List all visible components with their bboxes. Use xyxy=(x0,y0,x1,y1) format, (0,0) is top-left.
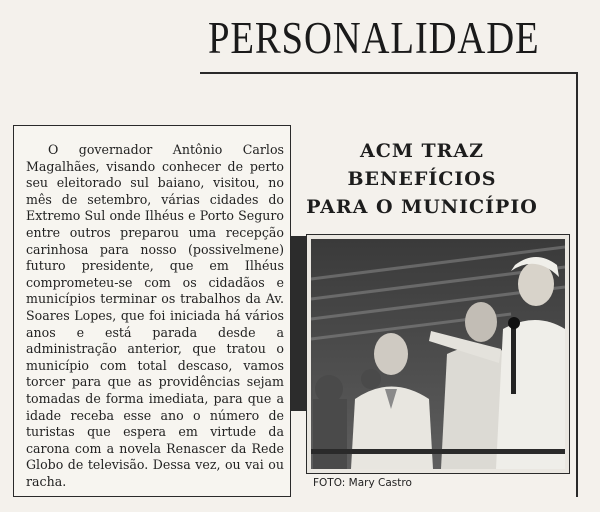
news-photo-frame xyxy=(306,234,570,474)
article-text-box xyxy=(13,125,291,497)
section-title: PERSONALIDADE xyxy=(208,13,540,63)
news-photo xyxy=(311,239,565,469)
header-rule xyxy=(200,72,578,74)
headline-line-2: BENEFÍCIOS xyxy=(347,168,497,190)
headline xyxy=(298,137,546,221)
photo-credit: FOTO: Mary Castro xyxy=(313,477,412,489)
right-border-rule xyxy=(576,72,578,497)
article-body: O governador Antônio Carlos Magalhães, visando conhecer de perto seu eleitorado sul baiano, visitou, no mês de setembro, várias cidades do Extremo Sul onde Ilhéus e Porto Seguro entre outros preparou uma recepção carinhosa para nosso (possivelmene) futuro presidente, que em Ilhéus comprometeu-se com os cidadãos e municípios terminar os trabalhos da Av. Soares Lopes, que foi iniciada há vários anos e está parada desde a administração anterior, que tratou o município com total descaso, vamos torcer para que as providências sejam tomadas de forma imediata, para que a idade receba esse ano o número de turistas que espera em virtude da carona com a novela Renascer da Rede Globo de televisão. Dessa vez, ou vai ou racha. xyxy=(26,142,284,489)
headline-line-3: PARA O MUNICÍPIO xyxy=(306,196,538,218)
headline-line-1: ACM TRAZ xyxy=(359,140,485,162)
